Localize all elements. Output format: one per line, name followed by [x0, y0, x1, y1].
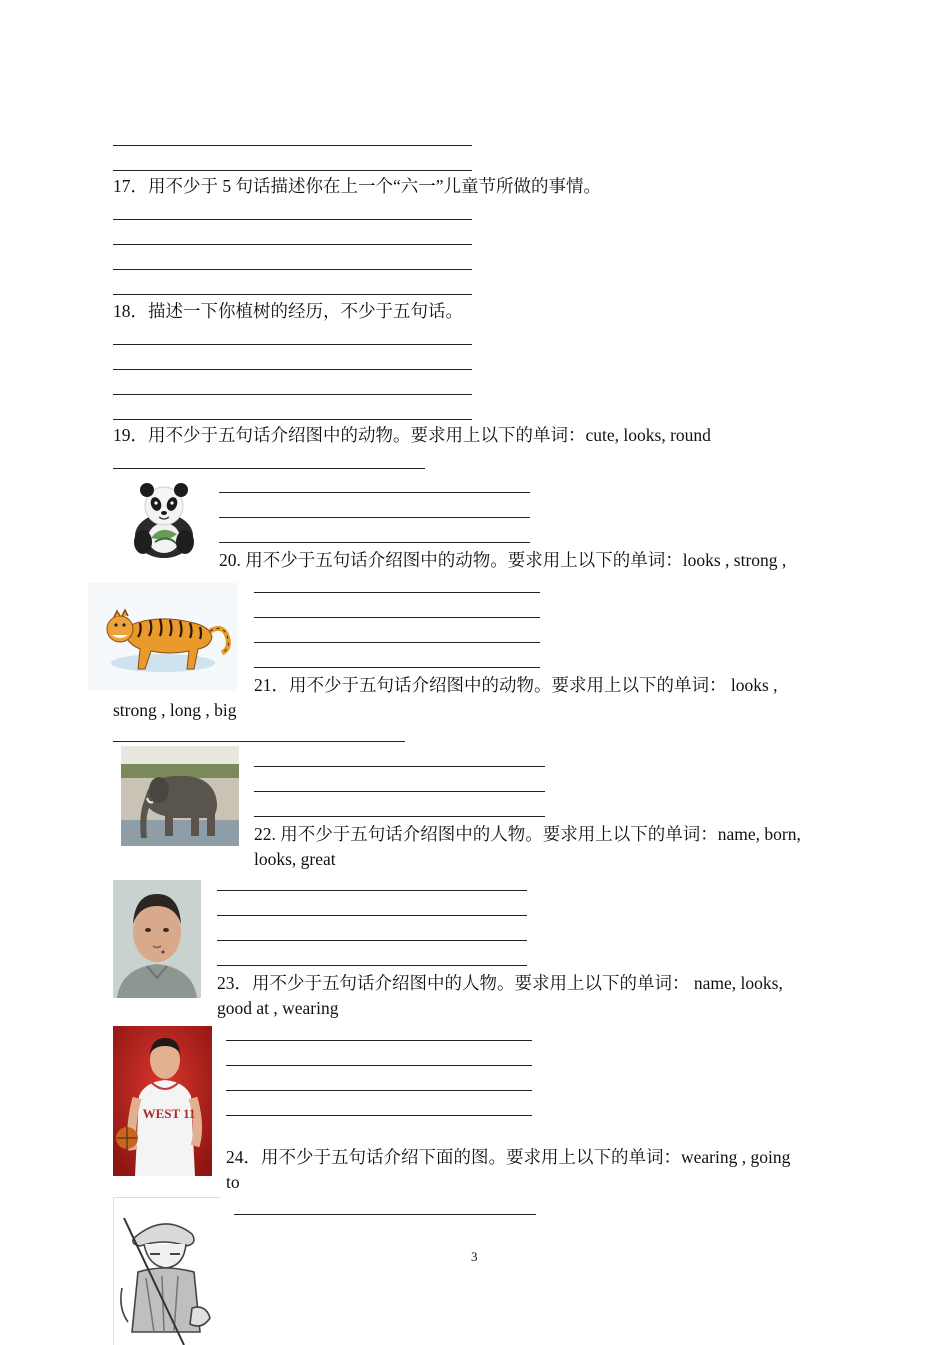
question-23-line2: good at , wearing [217, 998, 339, 1018]
answer-line [113, 468, 425, 469]
question-23-line1: 23．用不少于五句话介绍图中的人物。要求用上以下的单词： name, looks, [217, 973, 783, 993]
jersey-text: WEST 11 [142, 1106, 196, 1121]
answer-line [254, 617, 540, 618]
answer-line [113, 294, 472, 295]
question-21-line1: 21．用不少于五句话介绍图中的动物。要求用上以下的单词： looks , [254, 675, 778, 695]
portrait-image [113, 880, 201, 998]
question-24-line1: 24．用不少于五句话介绍下面的图。要求用上以下的单词：wearing , going [226, 1147, 791, 1167]
answer-line [113, 219, 472, 220]
question-22-line2: looks, great [254, 849, 336, 869]
answer-line [217, 890, 527, 891]
question-19: 19．用不少于五句话介绍图中的动物。要求用上以下的单词：cute, looks, round [113, 425, 711, 445]
answer-line [254, 791, 545, 792]
elephant-image [121, 746, 239, 846]
answer-line [113, 244, 472, 245]
question-22-line1: 22. 用不少于五句话介绍图中的人物。要求用上以下的单词：name, born, [254, 824, 801, 844]
answer-line [217, 940, 527, 941]
question-20: 20. 用不少于五句话介绍图中的动物。要求用上以下的单词：looks , strong , [219, 550, 787, 570]
panda-image [125, 480, 203, 560]
answer-line [219, 517, 530, 518]
answer-line [254, 766, 545, 767]
fisherman-sketch-image [113, 1197, 220, 1345]
question-17: 17．用不少于 5 句话描述你在上一个“六一”儿童节所做的事情。 [113, 176, 602, 196]
basketball-player-image [113, 1026, 212, 1176]
answer-line [113, 170, 472, 171]
answer-line [113, 419, 472, 420]
question-21-line2: strong , long , big [113, 700, 237, 720]
answer-line [217, 915, 527, 916]
answer-line [226, 1040, 532, 1041]
answer-line [219, 492, 530, 493]
question-24-line2: to [226, 1172, 240, 1192]
page-number: 3 [471, 1249, 478, 1264]
answer-line [254, 592, 540, 593]
answer-line [254, 816, 545, 817]
answer-line [226, 1090, 532, 1091]
answer-line [254, 667, 540, 668]
answer-line [113, 369, 472, 370]
tiger-image [88, 583, 238, 691]
answer-line [113, 394, 472, 395]
question-18: 18．描述一下你植树的经历，不少于五句话。 [113, 301, 463, 321]
answer-line [219, 542, 530, 543]
answer-line [226, 1115, 532, 1116]
answer-line [113, 269, 472, 270]
answer-line [217, 965, 527, 966]
answer-line [113, 145, 472, 146]
answer-line [234, 1214, 536, 1215]
answer-line [226, 1065, 532, 1066]
answer-line [113, 344, 472, 345]
answer-line [254, 642, 540, 643]
answer-line [113, 741, 405, 742]
